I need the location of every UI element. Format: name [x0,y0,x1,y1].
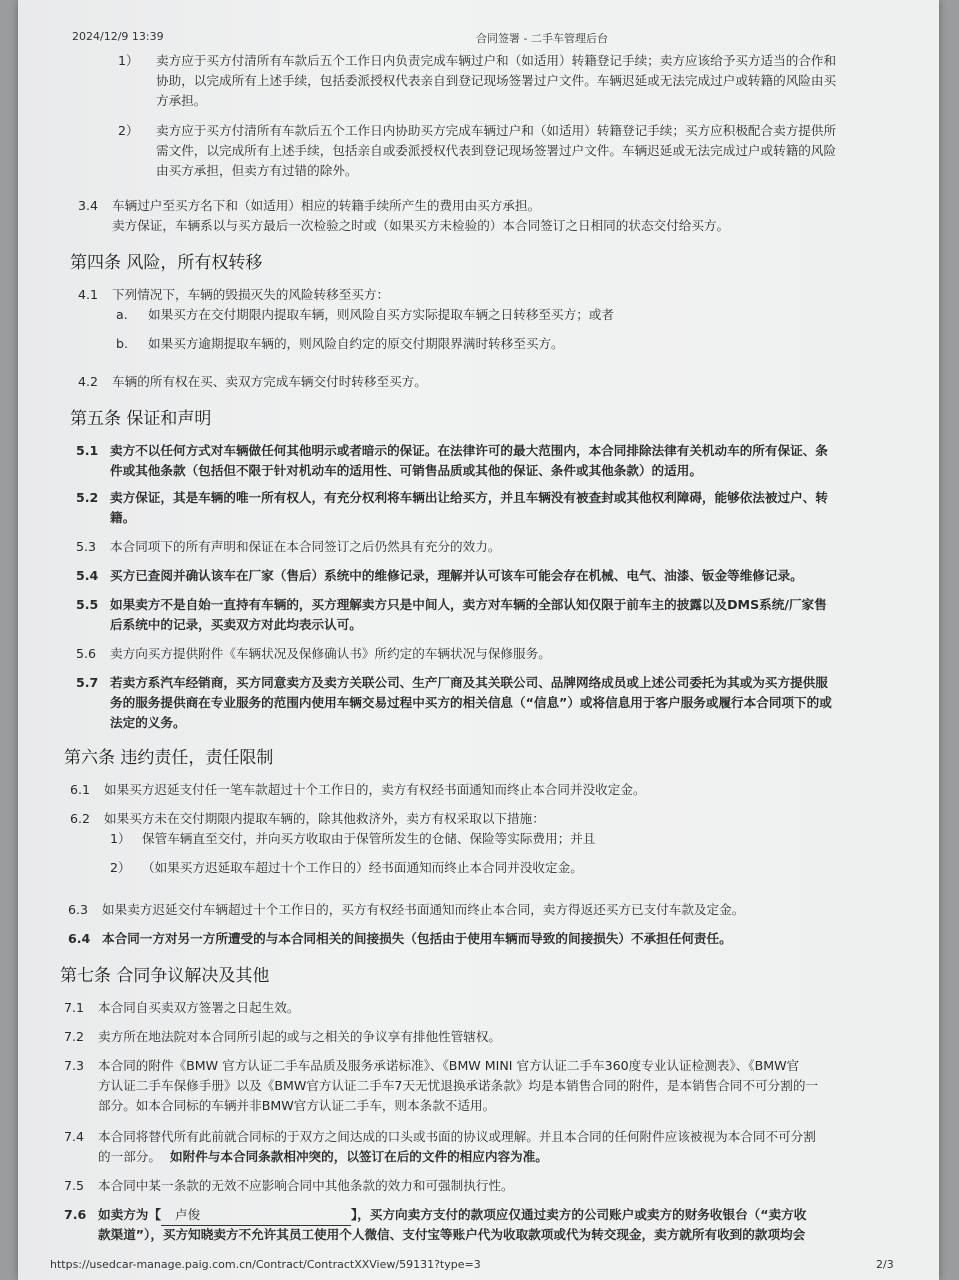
page-url: https://usedcar-manage.paig.com.cn/Contract/ContractXXView/59131?type=3 [50,1258,481,1271]
clause-line: 卖方应于买方付清所有车款后五个工作日内协助买方完成车辆过户和（如适用）转籍登记手续；买方应积极配合卖方提供所 [156,123,837,138]
clause-line: 务的服务提供商在专业服务的范围内使用车辆交易过程中买方的相关信息（“信息”）或将信息用于客户服务或履行本合同项下的或 [110,695,832,710]
clause-num: 7.1 [64,1000,85,1015]
clause-num: 6.2 [70,811,91,826]
clause-num: 2） [110,860,131,875]
seller-prefix: 如卖方为【 [98,1207,161,1222]
clause-num: 5.7 [76,675,99,690]
clause-line: 款渠道”），买方知晓卖方不允许其员工使用个人微信、支付宝等账户代为收取款项或代为转交现金，卖方就所有收到的款项均会 [98,1227,806,1242]
clause-line: 件或其他条款（包括但不限于针对机动车的适用性、可销售品质或其他的保证、条件或其他条款）的适用。 [110,463,702,478]
clause-num: 5.6 [76,646,97,661]
clause-line: 车辆过户至买方名下和（如适用）相应的转籍手续所产生的费用由买方承担。 [112,198,541,213]
print-title: 合同签署 - 二手车管理后台 [476,32,608,45]
clause-num: b. [116,336,128,351]
seller-suffix: 】，买方向卖方支付的款项应仅通过卖方的公司账户或卖方的财务收银台（“卖方收 [350,1207,807,1222]
clause-line: 本合同自买卖双方签署之日起生效。 [98,1000,300,1015]
clause-line: 籍。 [110,510,136,525]
clause-num: 7.4 [64,1129,85,1144]
clause-num: 3.4 [78,198,99,213]
clause-num: 5.1 [76,443,99,458]
clause-num: 2） [118,123,139,138]
clause-line: 若卖方系汽车经销商，买方同意卖方及卖方关联公司、生产厂商及其关联公司、品牌网络成员或上述公司委托为其或为买方提供服 [110,675,828,690]
clause-line: 买方已查阅并确认该车在厂家（售后）系统中的维修记录，理解并认可该车可能会存在机械、电气、油漆、钣金等维修记录。 [110,568,803,583]
clause-line [98,1205,806,1226]
clause-line: 部分。如本合同标的车辆并非BMW官方认证二手车，则本条款不适用。 [98,1098,496,1113]
clause-num: 6.1 [70,782,91,797]
clause-line: 由买方承担，但卖方有过错的除外。 [156,163,358,178]
clause-num: 5.2 [76,490,99,505]
clause-line: 卖方不以任何方式对车辆做任何其他明示或者暗示的保证。在法律许可的最大范围内，本合同排除法律有关机动车的所有保证、条 [110,443,828,458]
clause-line: 卖方保证，车辆系以与买方最后一次检验之时或（如果买方未检验的）本合同签订之日相同的状态交付给买方。 [112,218,730,233]
clause-line: 如果卖方不是自始一直持有车辆的，买方理解卖方只是中间人，卖方对车辆的全部认知仅限于前车主的披露以及DMS系统/厂家售 [110,597,827,612]
article-heading: 第五条 保证和声明 [70,409,212,429]
clause-line: 法定的义务。 [110,715,186,730]
clause-num: 4.1 [78,287,99,302]
clause-num: a. [116,307,128,322]
clause-num: 1） [110,831,131,846]
clause-num: 7.6 [64,1207,87,1222]
clause-line: 的一部分。 [98,1149,161,1164]
clause-line: 方承担。 [156,93,207,108]
seller-name-field: 卢俊 [161,1205,351,1226]
clause-line: （如果买方迟延取车超过十个工作日的）经书面通知而终止本合同并没收定金。 [142,860,583,875]
clause-num: 4.2 [78,374,99,389]
clause-num: 5.4 [76,568,99,583]
clause-line: 方认证二手车保修手册》以及《BMW官方认证二手车7天无忧退换承诺条款》均是本销售合同的附件，是本销售合同不可分割的一 [98,1078,819,1093]
article-heading: 第六条 违约责任，责任限制 [64,748,274,768]
clause-line: 后系统中的记录，买卖双方对此均表示认可。 [110,617,362,632]
document-page [18,0,939,1280]
clause-line: 本合同将替代所有此前就合同标的于双方之间达成的口头或书面的协议或理解。并且本合同的任何附件应该被视为本合同不可分割 [98,1129,816,1144]
article-heading: 第四条 风险，所有权转移 [70,253,263,273]
clause-num: 7.3 [64,1058,85,1073]
clause-line: 需文件，以完成所有上述手续，包括亲自或委派授权代表到登记现场签署过户文件。车辆迟延或无法完成过户或转籍的风险 [156,143,837,158]
clause-line: 保管车辆直至交付，并向买方收取由于保管所发生的仓储、保险等实际费用；并且 [142,831,596,846]
print-datetime: 2024/12/9 13:39 [72,30,164,43]
clause-line: 卖方应于买方付清所有车款后五个工作日内负责完成车辆过户和（如适用）转籍登记手续；卖方应该给予买方适当的合作和 [156,53,837,68]
clause-num: 6.3 [68,902,89,917]
clause-line: 如果买方未在交付期限内提取车辆的，除其他救济外，卖方有权采取以下措施： [104,811,545,826]
clause-num: 5.3 [76,539,97,554]
clause-line: 卖方所在地法院对本合同所引起的或与之相关的争议享有排他性管辖权。 [98,1029,501,1044]
clause-line: 本合同中某一条款的无效不应影响合同中其他条款的效力和可强制执行性。 [98,1178,514,1193]
clause-num: 7.2 [64,1029,85,1044]
clause-line: 车辆的所有权在买、卖双方完成车辆交付时转移至买方。 [112,374,427,389]
clause-num: 5.5 [76,597,99,612]
clause-num: 7.5 [64,1178,85,1193]
clause-num: 1） [118,53,139,68]
clause-line: 卖方保证，其是车辆的唯一所有权人，有充分权利将车辆出让给买方，并且车辆没有被查封或其他权利障碍，能够依法被过户、转 [110,490,828,505]
clause-line: 卖方向买方提供附件《车辆状况及保修确认书》所约定的车辆状况与保修服务。 [110,646,551,661]
clause-line: 本合同一方对另一方所遭受的与本合同相关的间接损失（包括由于使用车辆而导致的间接损失）不承担任何责任。 [102,931,732,946]
clause-line: 如果卖方迟延交付车辆超过十个工作日的，买方有权经书面通知而终止本合同，卖方得返还买方已支付车款及定金。 [102,902,745,917]
clause-line: 本合同项下的所有声明和保证在本合同签订之后仍然具有充分的效力。 [110,539,501,554]
clause-line: 协助，以完成所有上述手续，包括委派授权代表亲自到登记现场签署过户文件。车辆迟延或无法完成过户或转籍的风险由买 [156,73,837,88]
article-heading: 第七条 合同争议解决及其他 [60,966,270,986]
clause-line: 如果买方迟延支付任一笔车款超过十个工作日的，卖方有权经书面通知而终止本合同并没收定金。 [104,782,646,797]
clause-line: 如果买方逾期提取车辆的，则风险自约定的原交付期限界满时转移至买方。 [148,336,564,351]
clause-line: 下列情况下，车辆的毁损灭失的风险转移至买方： [112,287,390,302]
clause-num: 6.4 [68,931,91,946]
page-number: 2/3 [876,1258,894,1271]
clause-line: 如附件与本合同条款相冲突的，以签订在后的文件的相应内容为准。 [170,1149,548,1164]
clause-line: 如果买方在交付期限内提取车辆，则风险自买方实际提取车辆之日转移至买方；或者 [148,307,614,322]
clause-line: 本合同的附件《BMW 官方认证二手车品质及服务承诺标准》、《BMW MINI 官方认证二手车360度专业认证检测表》、《BMW官 [98,1058,800,1073]
